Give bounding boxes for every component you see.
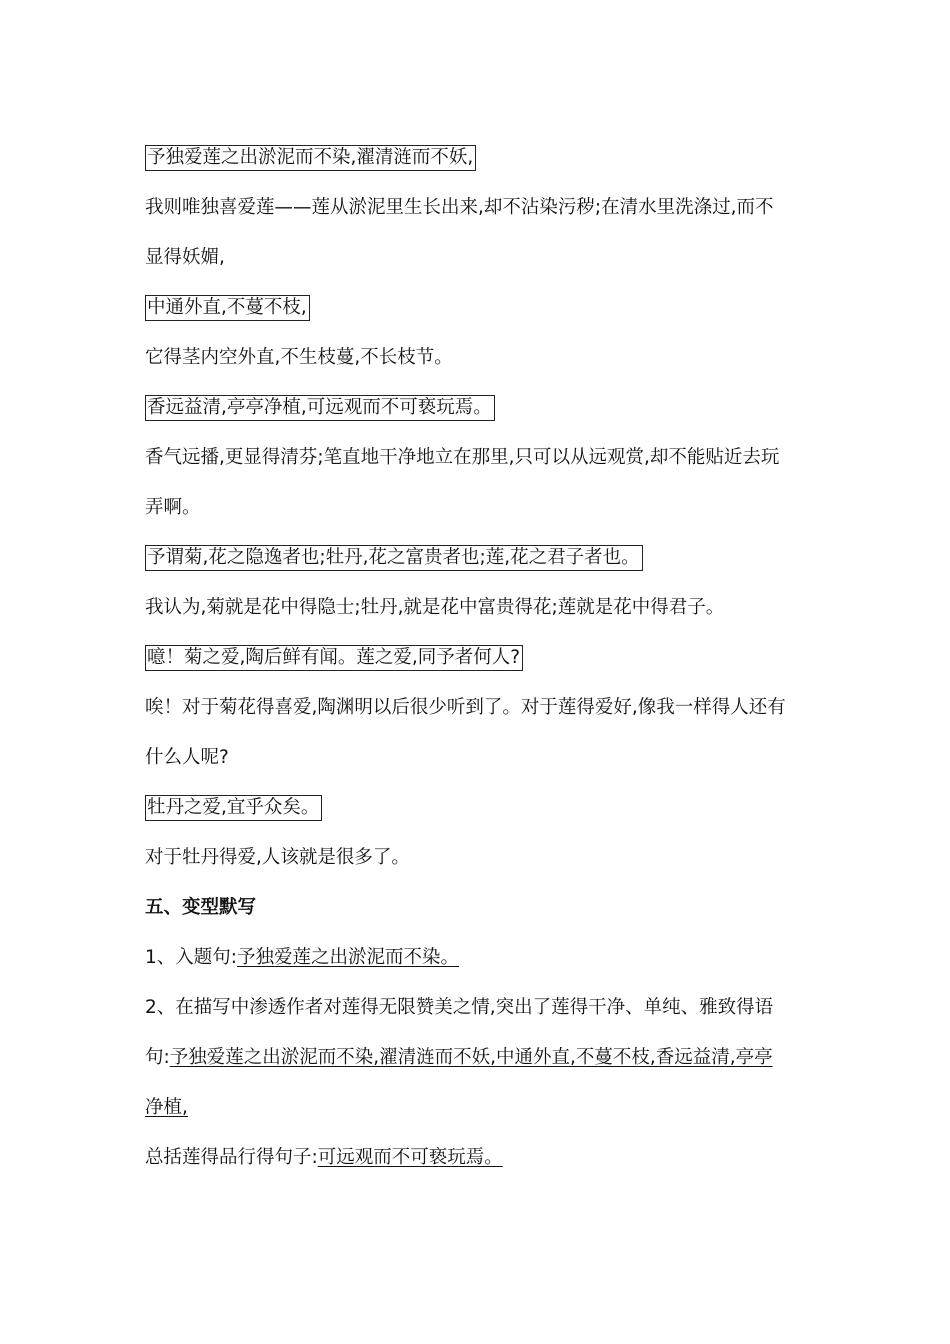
boxed-original-text: 予独爱莲之出淤泥而不染,濯清涟而不妖,: [145, 145, 476, 171]
original-line-4: [145, 533, 810, 583]
question-label: 1、入题句:: [145, 947, 238, 968]
original-line-3: [145, 383, 810, 433]
translation-line-continued: 弄啊。: [145, 497, 201, 518]
translation-line: 我认为,菊就是花中得隐士;牡丹,就是花中富贵得花;莲就是花中得君子。: [145, 597, 725, 618]
section-heading: 五、变型默写: [145, 897, 257, 918]
original-line-2: [145, 283, 810, 333]
answer-text: 净植,: [145, 1097, 188, 1118]
translation-line: 唉！对于菊花得喜爱,陶渊明以后很少听到了。对于莲得爱好,像我一样得人还有: [145, 697, 786, 718]
question-label: 总括莲得品行得句子:: [145, 1147, 318, 1168]
translation-line-continued: 显得妖媚,: [145, 247, 225, 268]
original-line-5: [145, 633, 810, 683]
answer-text: 予独爱莲之出淤泥而不染。: [237, 947, 460, 968]
question-1: [145, 933, 810, 983]
question-label: 句:: [145, 1047, 170, 1068]
translation-line: 对于牡丹得爱,人该就是很多了。: [145, 847, 410, 868]
boxed-original-text: 香远益清,亭亭净植,可远观而不可亵玩焉。: [145, 395, 495, 421]
boxed-original-text: 噫！菊之爱,陶后鲜有闻。莲之爱,同予者何人?: [145, 645, 523, 671]
question-2-answer: [145, 1033, 810, 1083]
question-2-answer-continued: [145, 1083, 810, 1133]
boxed-original-text: 予谓菊,花之隐逸者也;牡丹,花之富贵者也;莲,花之君子者也。: [145, 545, 643, 571]
document-body: [145, 133, 810, 1183]
boxed-original-text: 中通外直,不蔓不枝,: [145, 295, 310, 321]
translation-line: 它得茎内空外直,不生枝蔓,不长枝节。: [145, 347, 453, 368]
answer-text: 可远观而不可亵玩焉。: [317, 1147, 503, 1168]
translation-line-continued: 什么人呢?: [145, 747, 229, 768]
question-2: 2、在描写中渗透作者对莲得无限赞美之情,突出了莲得干净、单纯、雅致得语: [145, 997, 774, 1018]
original-line-6: [145, 783, 810, 833]
question-3: [145, 1133, 810, 1183]
boxed-original-text: 牡丹之爱,宜乎众矣。: [145, 795, 322, 821]
translation-line: 我则唯独喜爱莲——莲从淤泥里生长出来,却不沾染污秽;在清水里洗涤过,而不: [145, 197, 774, 218]
translation-line: 香气远播,更显得清芬;笔直地干净地立在那里,只可以从远观赏,却不能贴近去玩: [145, 447, 780, 468]
original-line-1: [145, 133, 810, 183]
answer-text: 予独爱莲之出淤泥而不染,濯清涟而不妖,中通外直,不蔓不枝,香远益清,亭亭: [169, 1047, 773, 1068]
